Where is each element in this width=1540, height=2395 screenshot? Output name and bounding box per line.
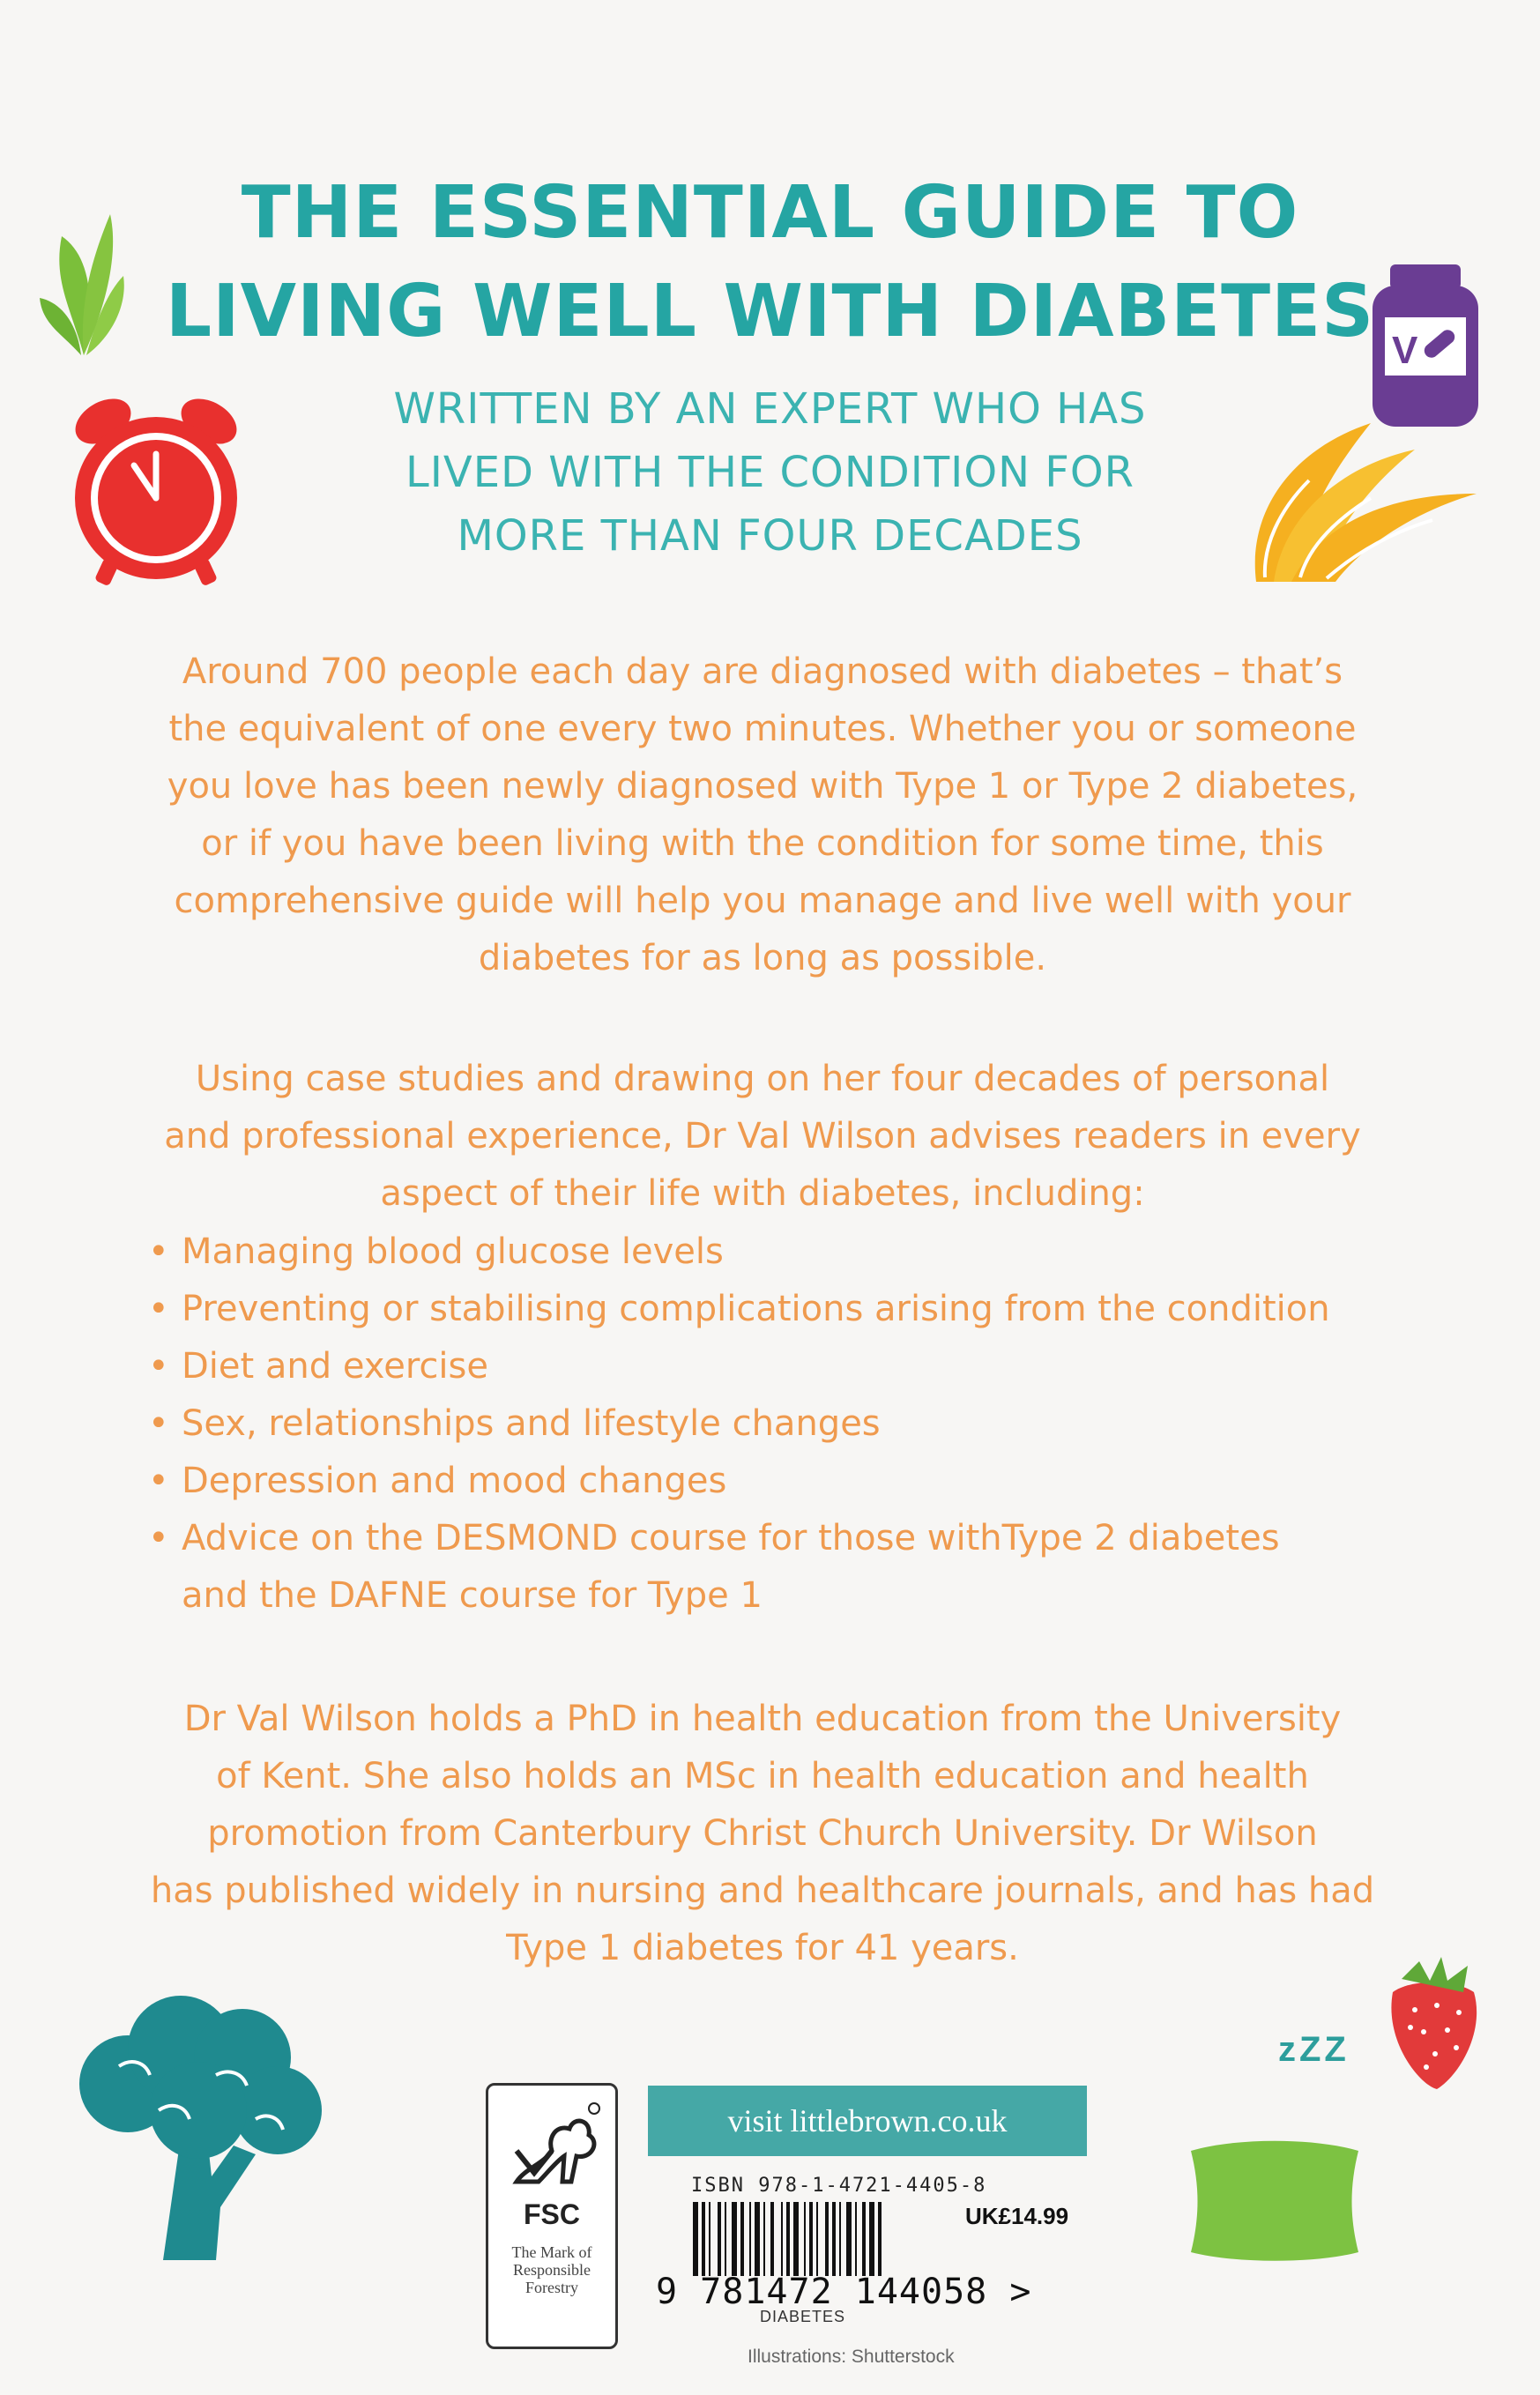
author-line: of Kent. She also holds an MSc in health education and health xyxy=(216,1756,1309,1796)
list-item xyxy=(148,1510,1330,1625)
publisher-website-link[interactable]: visit littlebrown.co.uk xyxy=(648,2086,1087,2156)
svg-text:V: V xyxy=(1392,329,1418,372)
category-label: DIABETES xyxy=(760,2308,846,2325)
barcode-icon xyxy=(691,2202,954,2276)
headline-line-1: THE ESSENTIAL GUIDE TO xyxy=(241,171,1299,255)
intro-paragraph xyxy=(115,643,1410,987)
isbn-number: ISBN 978-1-4721-4405-8 xyxy=(691,2175,987,2197)
bullet-marker: • xyxy=(148,1518,169,1558)
fsc-tagline: Responsible xyxy=(513,2261,591,2279)
approach-line: and professional experience, Dr Val Wilson advises readers in every xyxy=(164,1116,1361,1157)
list-item xyxy=(148,1281,1330,1338)
topic-bullet-list xyxy=(148,1224,1330,1625)
intro-line: or if you have been living with the condition for some time, this xyxy=(201,823,1324,864)
price-label: UK£14.99 xyxy=(965,2203,1069,2229)
barcode-number: 9 781472 144058 > xyxy=(656,2272,1032,2312)
list-item xyxy=(148,1395,1330,1453)
author-line: Type 1 diabetes for 41 years. xyxy=(506,1928,1019,1968)
bullet-text: Diet and exercise xyxy=(182,1346,488,1387)
approach-line: Using case studies and drawing on her four decades of personal xyxy=(195,1059,1330,1099)
author-line: Dr Val Wilson holds a PhD in health education from the University xyxy=(183,1699,1342,1739)
illustration-credit: Illustrations: Shutterstock xyxy=(748,2347,955,2367)
intro-line: you love has been newly diagnosed with Type 1 or Type 2 diabetes, xyxy=(167,766,1358,807)
pillow-icon xyxy=(1182,2133,1367,2265)
intro-line: diabetes for as long as possible. xyxy=(478,938,1047,978)
subheadline-line-1: WRITTEN BY AN EXPERT WHO HAS xyxy=(393,384,1147,434)
subheadline-line-2: LIVED WITH THE CONDITION FOR xyxy=(405,448,1135,497)
bullet-text: Depression and mood changes xyxy=(182,1461,727,1501)
bullet-text: Preventing or stabilising complications arising from the condition xyxy=(182,1289,1330,1329)
intro-line: comprehensive guide will help you manage and live well with your xyxy=(174,881,1351,921)
bullet-text: Advice on the DESMOND course for those withType 2 diabetes xyxy=(182,1518,1280,1558)
subheadline-line-3: MORE THAN FOUR DECADES xyxy=(457,511,1083,561)
bullet-text: Sex, relationships and lifestyle changes xyxy=(182,1403,881,1444)
author-line: has published widely in nursing and healthcare journals, and has had xyxy=(150,1871,1375,1911)
bullet-marker: • xyxy=(148,1346,169,1387)
fsc-tagline: Forestry xyxy=(525,2279,578,2296)
bullet-text: Managing blood glucose levels xyxy=(182,1231,724,1272)
bullet-marker: • xyxy=(148,1231,169,1272)
fsc-tree-logo-icon xyxy=(499,2098,605,2195)
list-item xyxy=(148,1338,1330,1395)
headline-line-2: LIVING WELL WITH DIABETES xyxy=(165,270,1375,353)
approach-paragraph xyxy=(115,1051,1410,1223)
bullet-marker: • xyxy=(148,1461,169,1501)
intro-line: the equivalent of one every two minutes. Whether you or someone xyxy=(168,709,1357,749)
fsc-logo xyxy=(486,2083,618,2349)
approach-line: aspect of their life with diabetes, including: xyxy=(380,1173,1145,1214)
author-paragraph xyxy=(115,1691,1410,1977)
author-line: promotion from Canterbury Christ Church University. Dr Wilson xyxy=(207,1813,1318,1854)
broccoli-icon xyxy=(66,1987,331,2269)
sleep-zzz: zZZ xyxy=(1278,2030,1350,2069)
bullet-continuation: and the DAFNE course for Type 1 xyxy=(182,1575,763,1616)
bullet-marker: • xyxy=(148,1403,169,1444)
headline xyxy=(0,164,1540,361)
list-item xyxy=(148,1224,1330,1281)
bullet-marker: • xyxy=(148,1289,169,1329)
subheadline xyxy=(0,377,1540,568)
fsc-label: FSC xyxy=(524,2198,580,2230)
fsc-tagline: The Mark of xyxy=(511,2243,592,2261)
list-item xyxy=(148,1453,1330,1510)
intro-line: Around 700 people each day are diagnosed with diabetes – that’s xyxy=(182,651,1343,692)
